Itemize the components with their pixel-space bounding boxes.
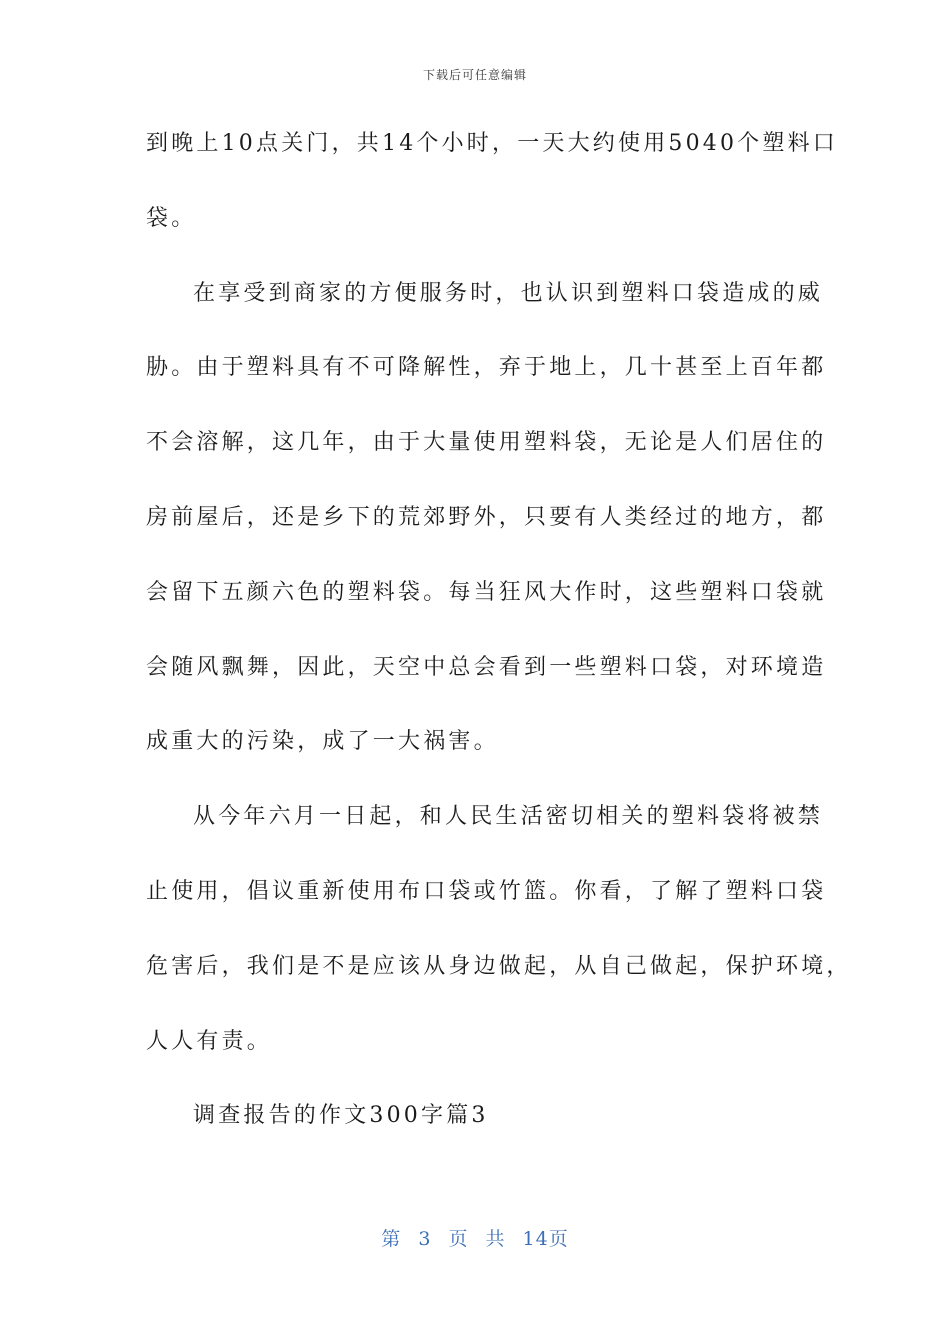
- page-header: 下载后可任意编辑: [422, 68, 527, 82]
- text-line: 到晚上10点关门，共14个小时，一天大约使用5040个塑料口: [146, 131, 838, 156]
- section-heading: 调查报告的作文300字篇3: [193, 1103, 489, 1129]
- text-line: 危害后，我们是不是应该从身边做起，从自己做起，保护环境，: [146, 953, 852, 979]
- page-number-footer: 第 3 页 共 14页: [381, 1228, 569, 1250]
- text-line: 胁。由于塑料具有不可降解性，弃于地上，几十甚至上百年都: [146, 355, 827, 381]
- paragraph-start-line: 在享受到商家的方便服务时，也认识到塑料口袋造成的威: [193, 280, 824, 306]
- text-line: 不会溶解，这几年，由于大量使用塑料袋，无论是人们居住的: [146, 430, 827, 456]
- text-line: 止使用，倡议重新使用布口袋或竹篮。你看，了解了塑料口袋: [146, 878, 827, 904]
- text-line: 房前屋后，还是乡下的荒郊野外，只要有人类经过的地方，都: [146, 504, 827, 530]
- text-line: 会随风飘舞，因此，天空中总会看到一些塑料口袋，对环境造: [146, 654, 827, 680]
- text-line: 人人有责。: [146, 1028, 273, 1054]
- document-body: [146, 124, 852, 1171]
- text-line: 袋。: [146, 205, 197, 231]
- paragraph-start-line: 从今年六月一日起，和人民生活密切相关的塑料袋将被禁: [193, 804, 824, 830]
- text-line: 成重大的污染，成了一大祸害。: [146, 729, 499, 755]
- text-line: 会留下五颜六色的塑料袋。每当狂风大作时，这些塑料口袋就: [146, 579, 827, 605]
